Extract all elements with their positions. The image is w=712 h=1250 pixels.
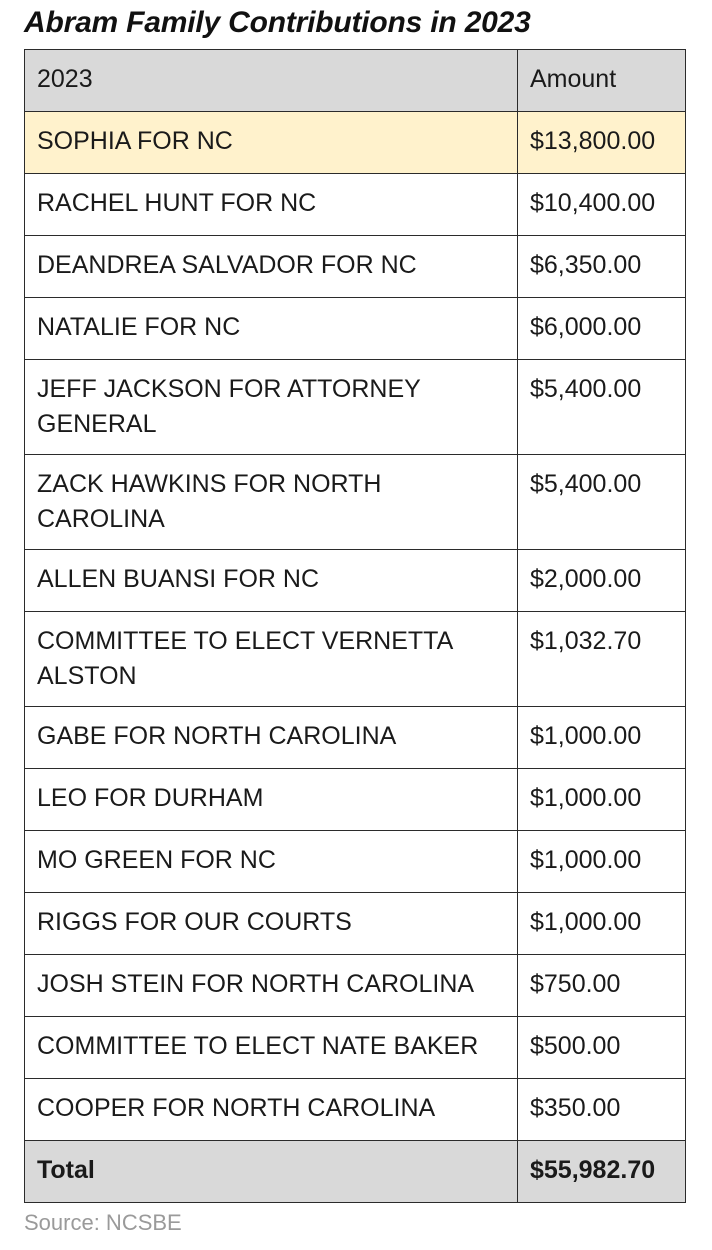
recipient-name: LEO FOR DURHAM: [25, 769, 518, 831]
table-row: [25, 612, 686, 707]
recipient-name: COMMITTEE TO ELECT VERNETTA ALSTON: [25, 612, 518, 707]
contribution-amount: $1,000.00: [518, 769, 686, 831]
contribution-amount: $1,032.70: [518, 612, 686, 707]
contribution-amount: $750.00: [518, 955, 686, 1017]
table-row: [25, 298, 686, 360]
header-amount: Amount: [518, 50, 686, 112]
recipient-name: DEANDREA SALVADOR FOR NC: [25, 236, 518, 298]
contribution-amount: $6,000.00: [518, 298, 686, 360]
total-label: Total: [25, 1141, 518, 1203]
recipient-name: GABE FOR NORTH CAROLINA: [25, 707, 518, 769]
recipient-name: SOPHIA FOR NC: [25, 112, 518, 174]
recipient-name: ALLEN BUANSI FOR NC: [25, 550, 518, 612]
contribution-amount: $1,000.00: [518, 707, 686, 769]
contributions-table: [24, 49, 686, 1203]
contribution-amount: $5,400.00: [518, 360, 686, 455]
table-row: [25, 831, 686, 893]
contribution-amount: $2,000.00: [518, 550, 686, 612]
contribution-amount: $1,000.00: [518, 831, 686, 893]
table-row: [25, 174, 686, 236]
contribution-amount: $6,350.00: [518, 236, 686, 298]
recipient-name: RACHEL HUNT FOR NC: [25, 174, 518, 236]
table-row: [25, 360, 686, 455]
table-row: [25, 455, 686, 550]
total-amount: $55,982.70: [518, 1141, 686, 1203]
source-note: Source: NCSBE: [24, 1210, 182, 1235]
recipient-name: JOSH STEIN FOR NORTH CAROLINA: [25, 955, 518, 1017]
contribution-amount: $350.00: [518, 1079, 686, 1141]
table-row: [25, 1079, 686, 1141]
page-title: Abram Family Contributions in 2023: [24, 6, 531, 39]
total-row: [25, 1141, 686, 1203]
table-row: [25, 112, 686, 174]
table-row: [25, 955, 686, 1017]
contribution-amount: $10,400.00: [518, 174, 686, 236]
table-row: [25, 769, 686, 831]
contribution-amount: $5,400.00: [518, 455, 686, 550]
recipient-name: NATALIE FOR NC: [25, 298, 518, 360]
table-header-row: [25, 50, 686, 112]
recipient-name: JEFF JACKSON FOR ATTORNEY GENERAL: [25, 360, 518, 455]
recipient-name: COMMITTEE TO ELECT NATE BAKER: [25, 1017, 518, 1079]
header-year: 2023: [25, 50, 518, 112]
recipient-name: COOPER FOR NORTH CAROLINA: [25, 1079, 518, 1141]
contribution-amount: $13,800.00: [518, 112, 686, 174]
recipient-name: RIGGS FOR OUR COURTS: [25, 893, 518, 955]
contribution-amount: $1,000.00: [518, 893, 686, 955]
table-row: [25, 707, 686, 769]
table-row: [25, 236, 686, 298]
table-row: [25, 893, 686, 955]
contribution-amount: $500.00: [518, 1017, 686, 1079]
table-row: [25, 550, 686, 612]
recipient-name: MO GREEN FOR NC: [25, 831, 518, 893]
recipient-name: ZACK HAWKINS FOR NORTH CAROLINA: [25, 455, 518, 550]
table-row: [25, 1017, 686, 1079]
